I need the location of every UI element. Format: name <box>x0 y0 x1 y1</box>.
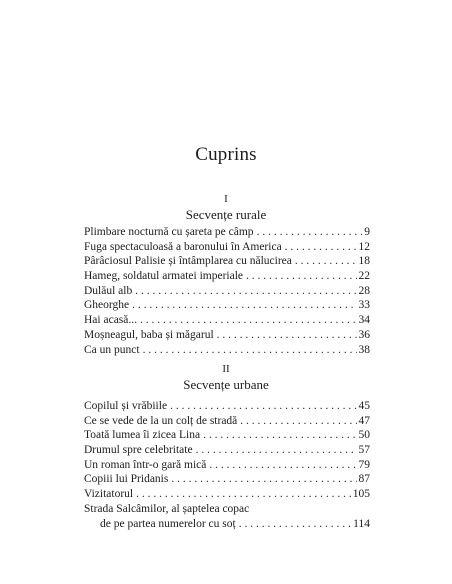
toc-entry[interactable] <box>84 225 370 240</box>
toc-entry[interactable] <box>84 343 370 358</box>
toc-entry-page: 28 <box>358 284 370 297</box>
toc-entry[interactable] <box>84 399 370 414</box>
toc-entry-title: Copiii lui Pridanis <box>84 473 169 486</box>
toc-entry-title: Fuga spectaculoasă a baronului în America <box>84 240 282 253</box>
toc-entry-title: Moșneagul, baba și măgarul <box>84 328 214 341</box>
toc-entry-title: Ca un punct <box>84 343 140 356</box>
toc-entry-page: 57 <box>358 444 370 457</box>
toc-entry-page: 87 <box>358 473 370 486</box>
dot-leader <box>136 487 351 502</box>
page-title: Cuprins <box>195 144 257 165</box>
part-2-title: Secvențe urbane <box>183 377 269 392</box>
toc-entry-title: Gheorghe <box>84 299 130 312</box>
toc-entry-page: 38 <box>358 343 370 356</box>
toc-entry-title: Drumul spre celebritate <box>84 444 193 457</box>
dot-leader <box>170 399 356 414</box>
toc-entry[interactable] <box>84 502 370 531</box>
dot-leader <box>196 443 357 458</box>
toc-entry-page: 114 <box>353 517 370 530</box>
toc-entry-title: Copilul și vrăbiile <box>84 400 168 412</box>
toc-entry-title: Toată lumea îi zicea Lina <box>84 429 201 442</box>
toc-entry-page: 22 <box>358 270 370 283</box>
toc-entry-page: 45 <box>358 400 370 412</box>
toc-entry-title: Dulăul alb <box>84 284 133 297</box>
toc-entry-page: 50 <box>358 429 370 442</box>
toc-entry-title: Hameg, soldatul armatei imperiale <box>84 270 244 283</box>
toc-entry[interactable] <box>84 240 370 255</box>
dot-leader <box>295 254 357 269</box>
dot-leader <box>132 298 356 313</box>
toc-entry-title: Un roman într-o gară mică <box>84 458 207 471</box>
toc-entry[interactable] <box>84 313 370 328</box>
toc-entry[interactable] <box>84 428 370 443</box>
toc-entry-title: Strada Salcâmilor, al șaptelea copac <box>84 502 250 515</box>
part-1-title: Secvențe rurale <box>185 207 267 222</box>
toc-entry-page: 79 <box>358 458 370 471</box>
toc-list-rural <box>84 225 370 357</box>
toc-entry-page: 12 <box>358 240 370 253</box>
dot-leader <box>239 517 351 532</box>
dot-leader <box>285 240 357 255</box>
toc-entry-page: 47 <box>358 414 370 427</box>
toc-entry[interactable] <box>84 443 370 458</box>
toc-entry[interactable] <box>84 458 370 473</box>
toc-entry-title-continued: de pe partea numerelor cu soț <box>100 517 236 530</box>
toc-entry[interactable] <box>84 472 370 487</box>
toc-entry[interactable] <box>84 414 370 429</box>
toc-entry-title: Vizitatorul <box>84 488 134 501</box>
toc-entry-title: Plimbare nocturnă cu șareta pe câmp <box>84 226 254 238</box>
toc-entry[interactable] <box>84 269 370 284</box>
toc-entry-page: 34 <box>358 314 370 327</box>
toc-entry[interactable] <box>84 284 370 299</box>
toc-entry[interactable] <box>84 298 370 313</box>
toc-entry[interactable] <box>84 328 370 343</box>
toc-entry-title: Ce se vede de la un colț de stradă <box>84 414 238 427</box>
dot-leader <box>246 269 356 284</box>
toc-entry-title: Hai acasă... <box>84 314 137 327</box>
toc-entry-page: 33 <box>358 299 370 312</box>
dot-leader <box>203 428 356 443</box>
toc-entry[interactable] <box>84 487 370 502</box>
dot-leader <box>217 328 357 343</box>
toc-entry-title: Pârâciosul Palisie și întâmplarea cu nălucirea <box>84 255 292 268</box>
toc-entry-page: 18 <box>358 255 370 268</box>
dot-leader <box>240 414 356 429</box>
dot-leader <box>171 472 356 487</box>
part-2-numeral: II <box>222 363 230 375</box>
part-1-numeral: I <box>224 193 228 205</box>
toc-list-urban <box>84 399 370 531</box>
toc-entry-page: 9 <box>364 226 370 238</box>
dot-leader <box>209 458 356 473</box>
toc-entry-page: 36 <box>358 328 370 341</box>
toc-entry[interactable] <box>84 254 370 269</box>
toc-entry-page: 105 <box>352 488 370 501</box>
dot-leader <box>140 313 357 328</box>
dot-leader <box>135 284 356 299</box>
dot-leader <box>143 343 357 358</box>
dot-leader <box>257 225 363 240</box>
